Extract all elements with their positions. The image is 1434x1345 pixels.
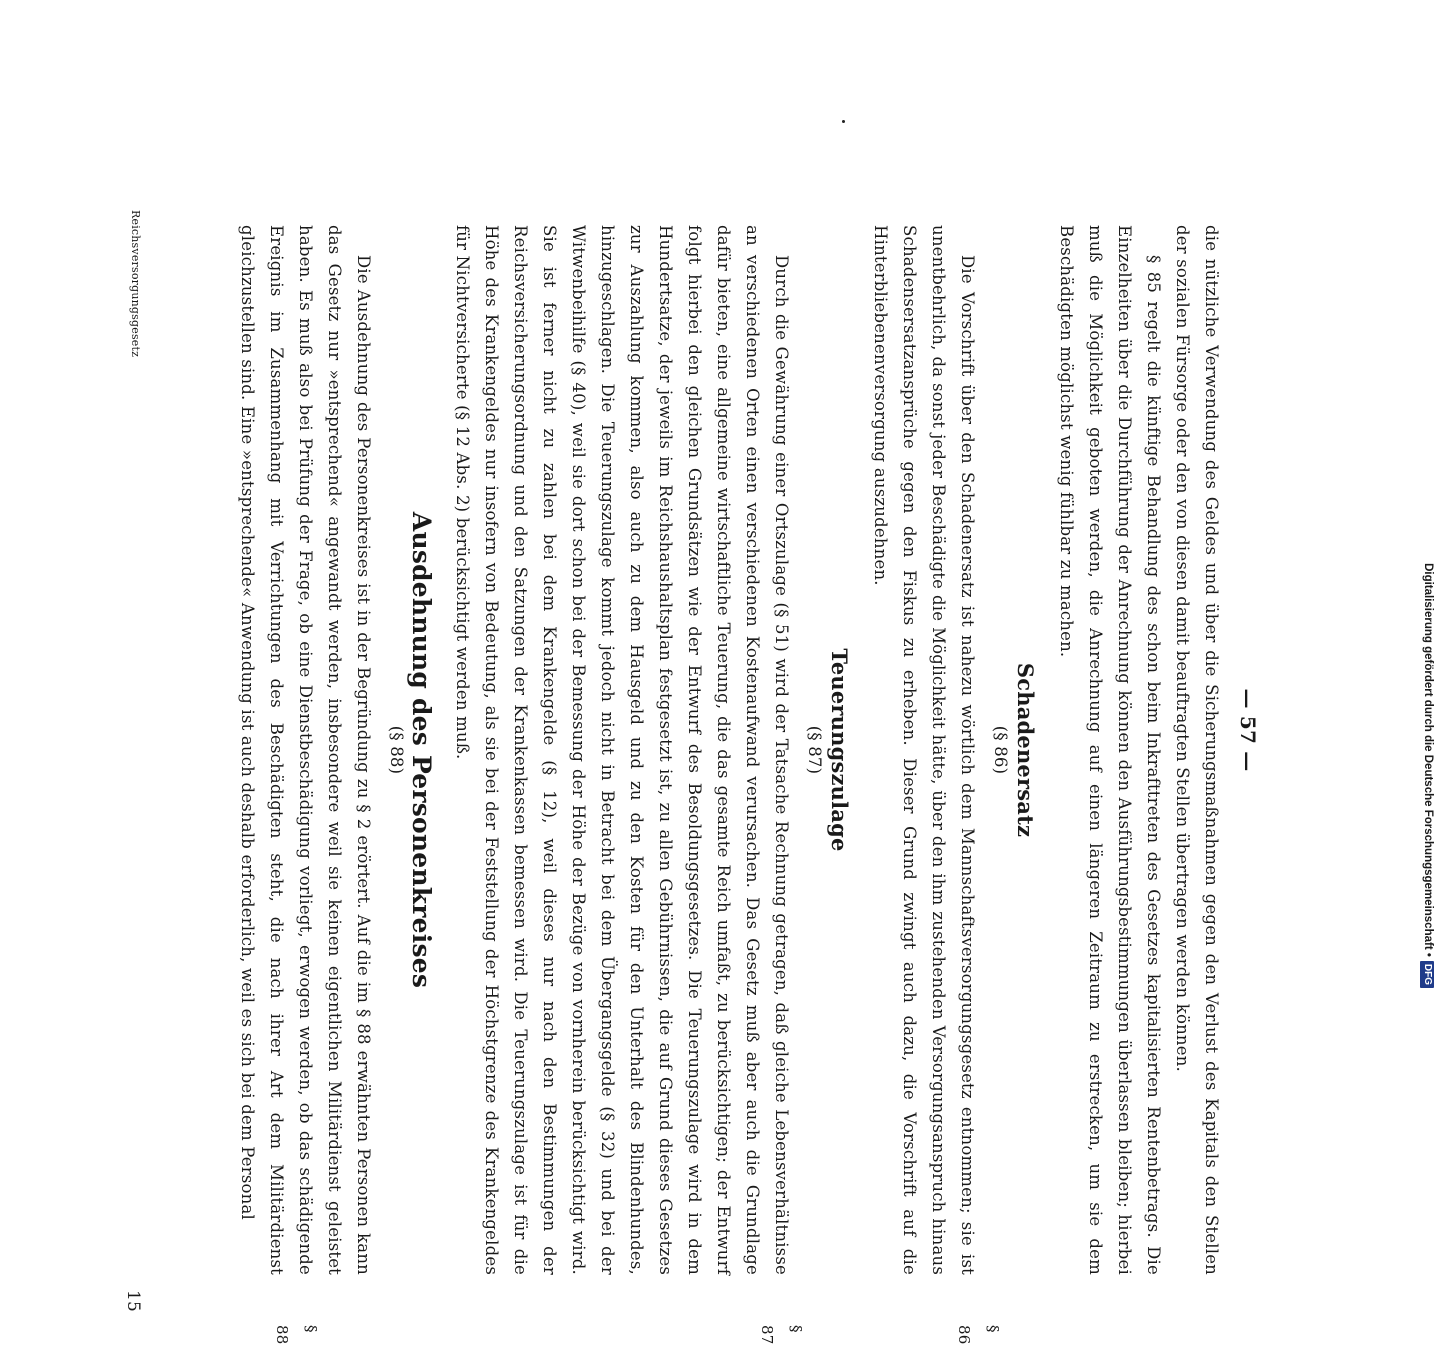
side-credit-text: Digitalisierung gefördert durch die Deutsche Forschungsgemeinschaft • bbox=[1422, 563, 1434, 957]
section-heading-87: Teuerungszulage bbox=[827, 648, 852, 852]
intro-paragraph-2: § 85 regelt die künftige Behandlung des schon beim Inkrafttreten des Gesetzes kapitalisierten Rentenbetrags. Die Einzelheiten über die Durchführung der Anrechnung können den Ausführungsbestimmungen überlassen bleiben; hierbei muß die Möglichkeit geboten werden, die Anrechnung auf einen längeren Zeitraum zu erstrecken, um sie dem Beschädigten möglichst wenig fühlbar zu machen. bbox=[1057, 225, 1163, 1275]
side-credit-text-row bbox=[1418, 8, 1434, 998]
document-page bbox=[80, 170, 1280, 1345]
dfg-logo: DFG bbox=[1420, 961, 1434, 988]
section-heading-86: Schadenersatz bbox=[1013, 662, 1038, 838]
footer-page-number: 15 bbox=[123, 1290, 143, 1313]
page-number-top: — 57 — bbox=[1236, 688, 1260, 772]
margin-ref-86: § 86 bbox=[955, 1325, 1002, 1345]
margin-ref-88: § 88 bbox=[273, 1325, 320, 1345]
scan-speck bbox=[842, 120, 845, 123]
section-text-87: Durch die Gewährung einer Ortszulage (§ 51) wird der Tatsache Rechnung getragen, daß gleiche Lebensverhältnisse an verschiedenen Orten einen verschiedenen Kostenaufwand verursachen. Das Gesetz muß aber auch die Grundlage dafür bieten, eine allgemeine wirtschaftliche Teuerung, die das gesamte Reich umfaßt, zu berücksichtigen; der Entwurf folgt hierbei den gleichen Grundsätzen wie der Entwurf des Besoldungsgesetzes. Die Teuerungszulage wird in dem Hundertsatze, der jeweils im Reichshaushaltsplan festgesetzt ist, zu allen Gebührnissen, die auf Grund dieses Gesetzes zur Auszahlung kommen, also auch zu dem Hausgeld und zu den Kosten für den Unterhalt des Blindenhundes, hinzugeschlagen. Die Teuerungszulage kommt jedoch nicht in Betracht bei dem Übergangsgelde (§ 32) und bei der Witwenbeihilfe (§ 40), weil sie dort schon bei der Bemessung der Höhe der Bezüge von vornherein berücksichtigt wird. Sie ist ferner nicht zu zahlen bei dem Krankengelde (§ 12), weil dieses nur nach den Bestimmungen der Reichsversicherungsordnung und den Satzungen der Krankenkassen bemessen wird. Die Teuerungszulage ist für die Höhe des Krankengeldes nur insofern von Bedeutung, als sie bei der Feststellung der Höchstgrenze des Krankengeldes für Nichtversicherte (§ 12 Abs. 2) berücksichtigt werden muß. bbox=[453, 225, 791, 1275]
section-text-86: Die Vorschrift über den Schadenersatz ist nahezu wörtlich dem Mannschaftsversorgungsgesetz entnommen; sie ist unentbehrlich, da sonst jeder Beschädigte die Möglichkeit hätte, über den ihm zustehenden Versorgungsanspruch hinaus Schadensersatzansprüche gegen den Fiskus zu erheben. Dieser Grund zwingt auch dazu, die Vorschrift auf die Hinterbliebenenversorgung auszudehnen. bbox=[871, 225, 977, 1275]
page-content bbox=[233, 225, 1226, 1275]
intro-paragraph-1: die nützliche Verwendung des Geldes und über die Sicherungsmaßnahmen gegen den Verlust des Kapitals den Stellen der sozialen Fürsorge oder den von diesen damit beauftragten Stellen übertragen werden können. bbox=[1173, 225, 1221, 1275]
side-credit-strip bbox=[1418, 8, 1434, 998]
section-subheading-88: (§ 88) bbox=[387, 725, 406, 775]
section-subheading-87: (§ 87) bbox=[805, 725, 824, 775]
section-subheading-86: (§ 86) bbox=[991, 725, 1010, 775]
margin-ref-87: § 87 bbox=[758, 1325, 805, 1345]
rotated-page-frame bbox=[80, 170, 1280, 1345]
section-text-88: Die Ausdehnung des Personenkreises ist in der Begründung zu § 2 erörtert. Auf die im § 88 erwähnten Personen kann das Gesetz nur »entsprechend« angewandt werden, insbesondere weil sie keinen eigentlichen Militärdienst geleistet haben. Es muß also bei Prüfung der Frage, ob eine Dienstbeschädigung vorliegt, erwogen werden, ob das schädigende Ereignis im Zusammenhang mit Verrichtungen des Beschädigten steht, die nach ihrer Art dem Militärdienst gleichzustellen sind. Eine »entsprechende« Anwendung ist auch deshalb erforderlich, weil es sich bei dem Personal bbox=[238, 225, 373, 1275]
section-heading-88: Ausdehnung des Personenkreises bbox=[407, 511, 436, 989]
footer-publication-title: Reichsversorgungsgesetz bbox=[129, 210, 142, 358]
